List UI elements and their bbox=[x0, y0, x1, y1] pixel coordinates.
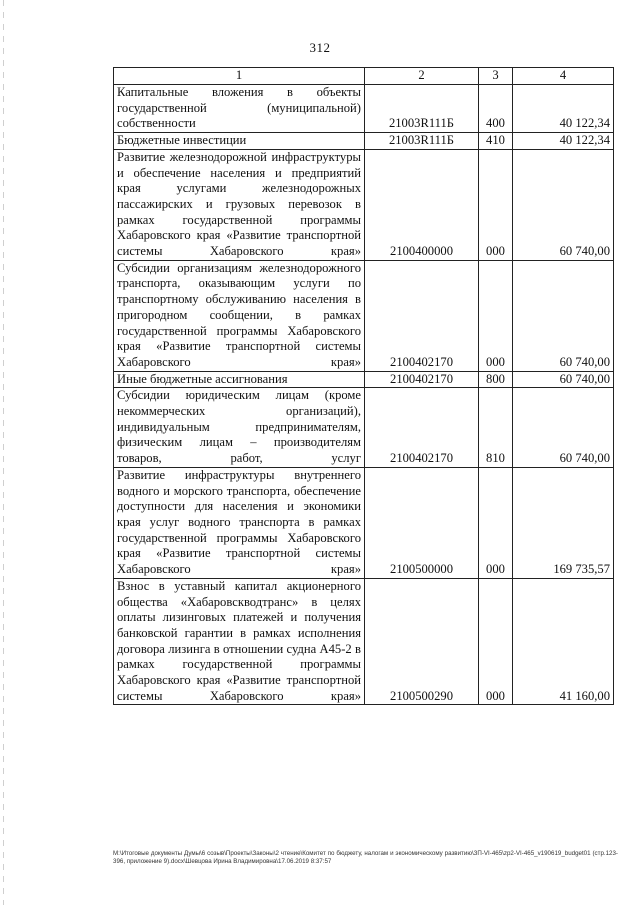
row-sum: 60 740,00 bbox=[513, 260, 614, 371]
row-name: Субсидии юридическим лицам (кроме некоммерческих организаций), индивидуальным предпринимателям, физическим лицам – производителям товаров, работ, услуг bbox=[114, 388, 365, 468]
row-name: Развитие инфраструктуры внутреннего водного и морского транспорта, обеспечение доступности для населения и экономики края услуг водного транспорта в рамках государственной программы Хабаровского края «Развитие транспортной системы Хабаровского края» bbox=[114, 467, 365, 578]
row-vr: 400 bbox=[479, 85, 513, 133]
row-sum: 40 122,34 bbox=[513, 133, 614, 150]
column-header-sum: 4 bbox=[513, 68, 614, 85]
row-sum: 40 122,34 bbox=[513, 85, 614, 133]
table-row bbox=[114, 371, 614, 388]
column-header-code: 2 bbox=[365, 68, 479, 85]
page-number: 312 bbox=[309, 40, 331, 55]
row-vr: 410 bbox=[479, 133, 513, 150]
row-code: 2100500000 bbox=[365, 467, 479, 578]
table-row bbox=[114, 149, 614, 260]
row-code: 2100402170 bbox=[365, 371, 479, 388]
row-sum: 41 160,00 bbox=[513, 578, 614, 705]
row-name: Бюджетные инвестиции bbox=[114, 133, 365, 150]
row-name: Развитие железнодорожной инфраструктуры и обеспечение населения и предприятий края услугами железнодорожных пассажирских и грузовых перевозок в рамках государственной программы Хабаровского края «Развитие транспортной системы Хабаровского края» bbox=[114, 149, 365, 260]
row-code: 2100402170 bbox=[365, 260, 479, 371]
row-vr: 810 bbox=[479, 388, 513, 468]
row-code: 2100400000 bbox=[365, 149, 479, 260]
row-vr: 000 bbox=[479, 149, 513, 260]
row-name: Субсидии организациям железнодорожного транспорта, оказывающим услуги по транспортному обслуживанию населения в пригородном сообщении, в рамках государственной программы Хабаровского края «Развитие транспортной системы Хабаровского края» bbox=[114, 260, 365, 371]
table-row bbox=[114, 133, 614, 150]
row-sum: 60 740,00 bbox=[513, 371, 614, 388]
budget-table bbox=[113, 67, 614, 705]
row-vr: 000 bbox=[479, 467, 513, 578]
row-sum: 169 735,57 bbox=[513, 467, 614, 578]
table-row bbox=[114, 260, 614, 371]
column-header-name: 1 bbox=[114, 68, 365, 85]
row-name: Иные бюджетные ассигнования bbox=[114, 371, 365, 388]
table-row bbox=[114, 467, 614, 578]
row-sum: 60 740,00 bbox=[513, 149, 614, 260]
row-name: Взнос в уставный капитал акционерного общества «Хабаровскводтранс» в целях оплаты лизинговых платежей и получения банковской гарантии в рамках исполнения договора лизинга в отношении судна А45-2 в рамках государственной программы Хабаровского края «Развитие транспортной системы Хабаровского края» bbox=[114, 578, 365, 705]
row-vr: 000 bbox=[479, 260, 513, 371]
row-sum: 60 740,00 bbox=[513, 388, 614, 468]
row-code: 21003R111Б bbox=[365, 85, 479, 133]
column-header-vr: 3 bbox=[479, 68, 513, 85]
row-code: 2100500290 bbox=[365, 578, 479, 705]
row-vr: 000 bbox=[479, 578, 513, 705]
row-vr: 800 bbox=[479, 371, 513, 388]
table-row bbox=[114, 388, 614, 468]
table-row bbox=[114, 578, 614, 705]
row-name: Капитальные вложения в объекты государственной (муниципальной) собственности bbox=[114, 85, 365, 133]
row-code: 2100402170 bbox=[365, 388, 479, 468]
scan-edge-mark bbox=[3, 0, 4, 905]
table-row bbox=[114, 85, 614, 133]
row-code: 21003R111Б bbox=[365, 133, 479, 150]
document-path-footer: M:\Итоговые документы Думы\6 созыв\Проекты\Законы\2 чтение\Комитет по бюджету, налогам и экономическому развитию\ЗП-VI-465\zp2-VI-465_v190619_budget01 (стр.123-396, приложение 9).docx\Шевцова Ирина Владимировна\17.06.2019 8:37:57 bbox=[113, 850, 618, 865]
table-header-row bbox=[114, 68, 614, 85]
